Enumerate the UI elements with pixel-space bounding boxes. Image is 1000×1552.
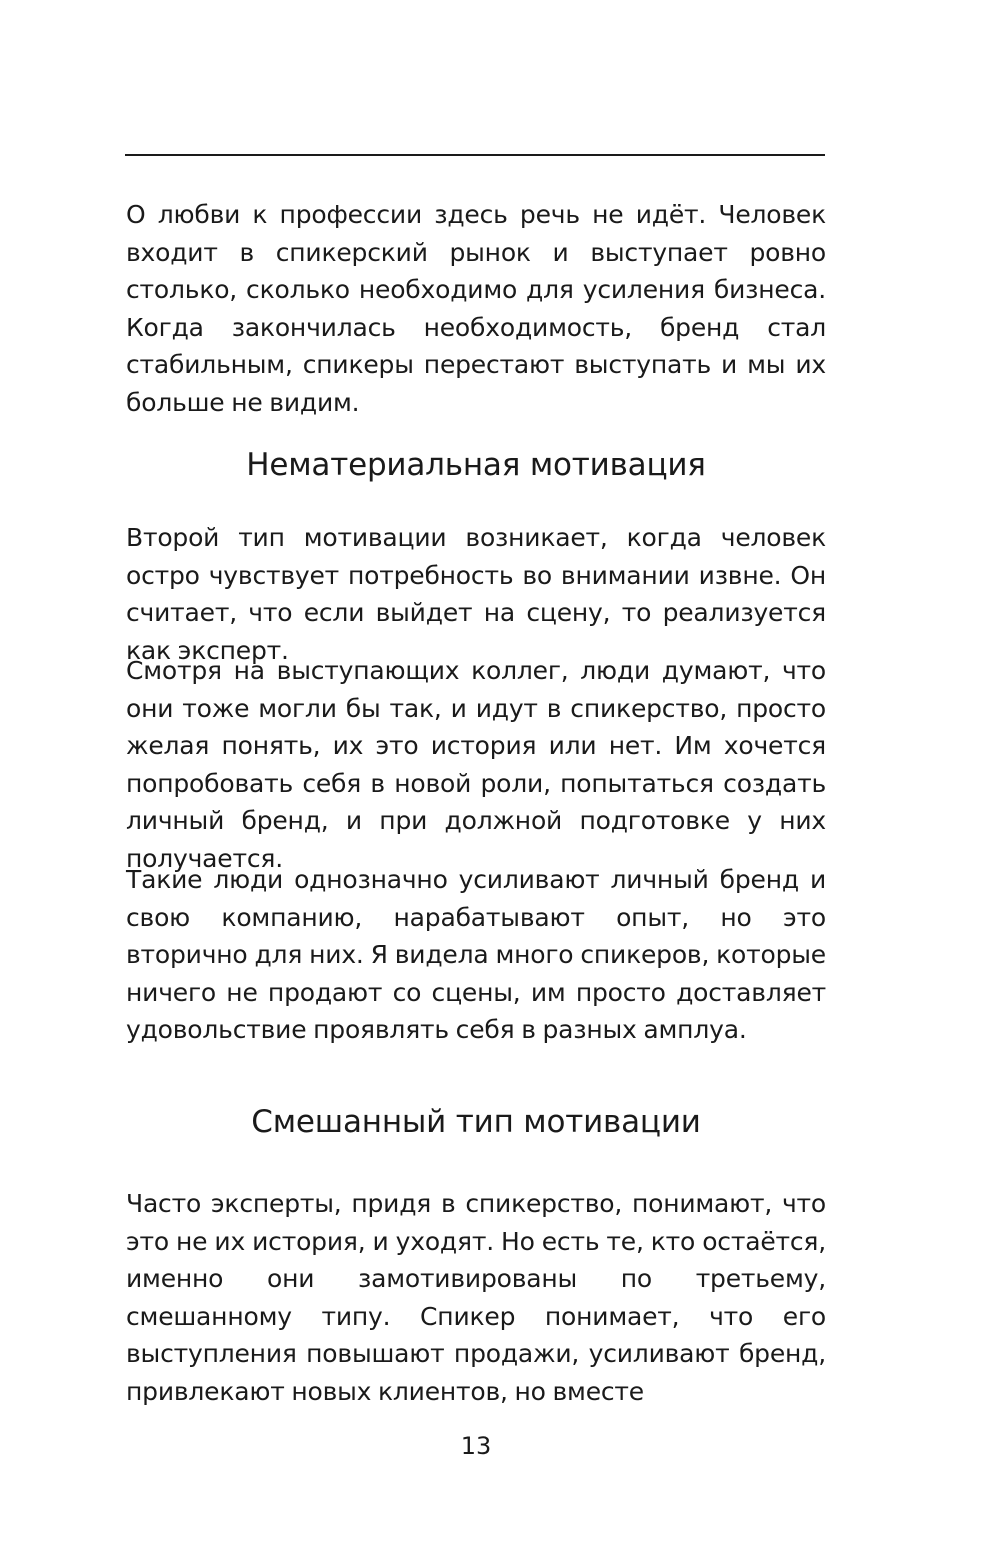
paragraph-second-type: Второй тип мотивации возникает, когда человек остро чувствует потребность во внимании извне. Он считает, что если выйдет на сцену, то реализуется как эксперт. [126, 523, 826, 665]
paragraph-colleagues: Смотря на выступающих коллег, люди думают, что они тоже могли бы так, и идут в спикерство, просто желая понять, их это история или нет. Им хочется попробовать себя в новой роли, попытаться создать личный бренд, и при должной подготовке у них получается. [126, 656, 826, 873]
heading-mixed-motivation: Смешанный тип мотивации [251, 1104, 701, 1140]
heading-intangible-motivation: Нематериальная мотивация [246, 447, 706, 483]
top-rule [125, 154, 825, 156]
paragraph-intro: О любви к профессии здесь речь не идёт. Человек входит в спикерский рынок и выступает ровно столько, сколько необходимо для усиления бизнеса. Когда закончилась необходимость, бренд стал стабильным, спикеры перестают выступать и мы их больше не видим. [126, 200, 826, 417]
page-number: 13 [460, 1432, 492, 1460]
paragraph-mixed-type: Часто эксперты, придя в спикерство, понимают, что это не их история, и уходят. Но есть те, кто остаётся, именно они замотивированы по третьему, смешанному типу. Спикер понимает, что его выступления повышают продажи, усиливают бренд, привлекают новых клиентов, но вместе [126, 1189, 826, 1406]
paragraph-such-people: Такие люди однозначно усиливают личный бренд и свою компанию, нарабатывают опыт, но это вторично для них. Я видела много спикеров, которые ничего не продают со сцены, им просто доставляет удовольствие проявлять себя в разных амплуа. [126, 865, 826, 1044]
